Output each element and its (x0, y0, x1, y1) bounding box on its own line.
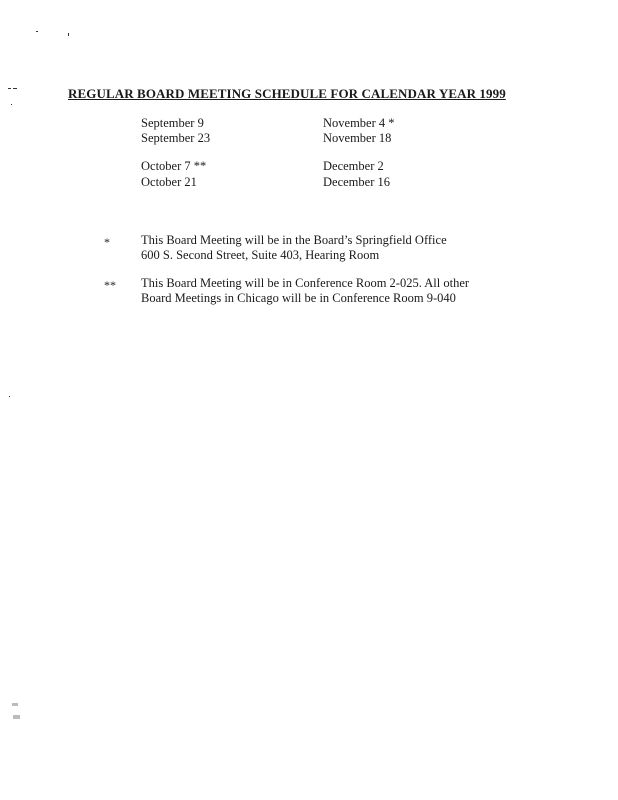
meeting-date: November 4 * (323, 116, 395, 130)
footnote-marker: * (104, 235, 110, 249)
footnote-marker: ** (104, 278, 116, 292)
meeting-date: September 9 (141, 116, 204, 130)
meeting-date: October 21 (141, 175, 197, 189)
meeting-date: October 7 ** (141, 159, 207, 173)
scan-speck (36, 31, 38, 32)
meeting-date: September 23 (141, 131, 211, 145)
scan-speck (13, 715, 20, 719)
meeting-date: November 18 (323, 131, 392, 145)
scan-speck (8, 88, 11, 89)
scan-speck (12, 703, 18, 706)
page-title: REGULAR BOARD MEETING SCHEDULE FOR CALENDAR YEAR 1999 (68, 86, 506, 101)
footnote-text: This Board Meeting will be in Conference Room 2-025. All other (141, 276, 470, 290)
scan-speck (11, 104, 12, 105)
footnote-text: Board Meetings in Chicago will be in Conference Room 9-040 (141, 291, 456, 305)
scan-speck (13, 88, 17, 89)
meeting-date: December 16 (323, 175, 390, 189)
meeting-date: December 2 (323, 159, 384, 173)
footnote-text: This Board Meeting will be in the Board’s Springfield Office (141, 233, 447, 247)
scan-speck (68, 33, 69, 36)
footnote-text: 600 S. Second Street, Suite 403, Hearing Room (141, 248, 380, 262)
scan-speck (9, 396, 10, 397)
